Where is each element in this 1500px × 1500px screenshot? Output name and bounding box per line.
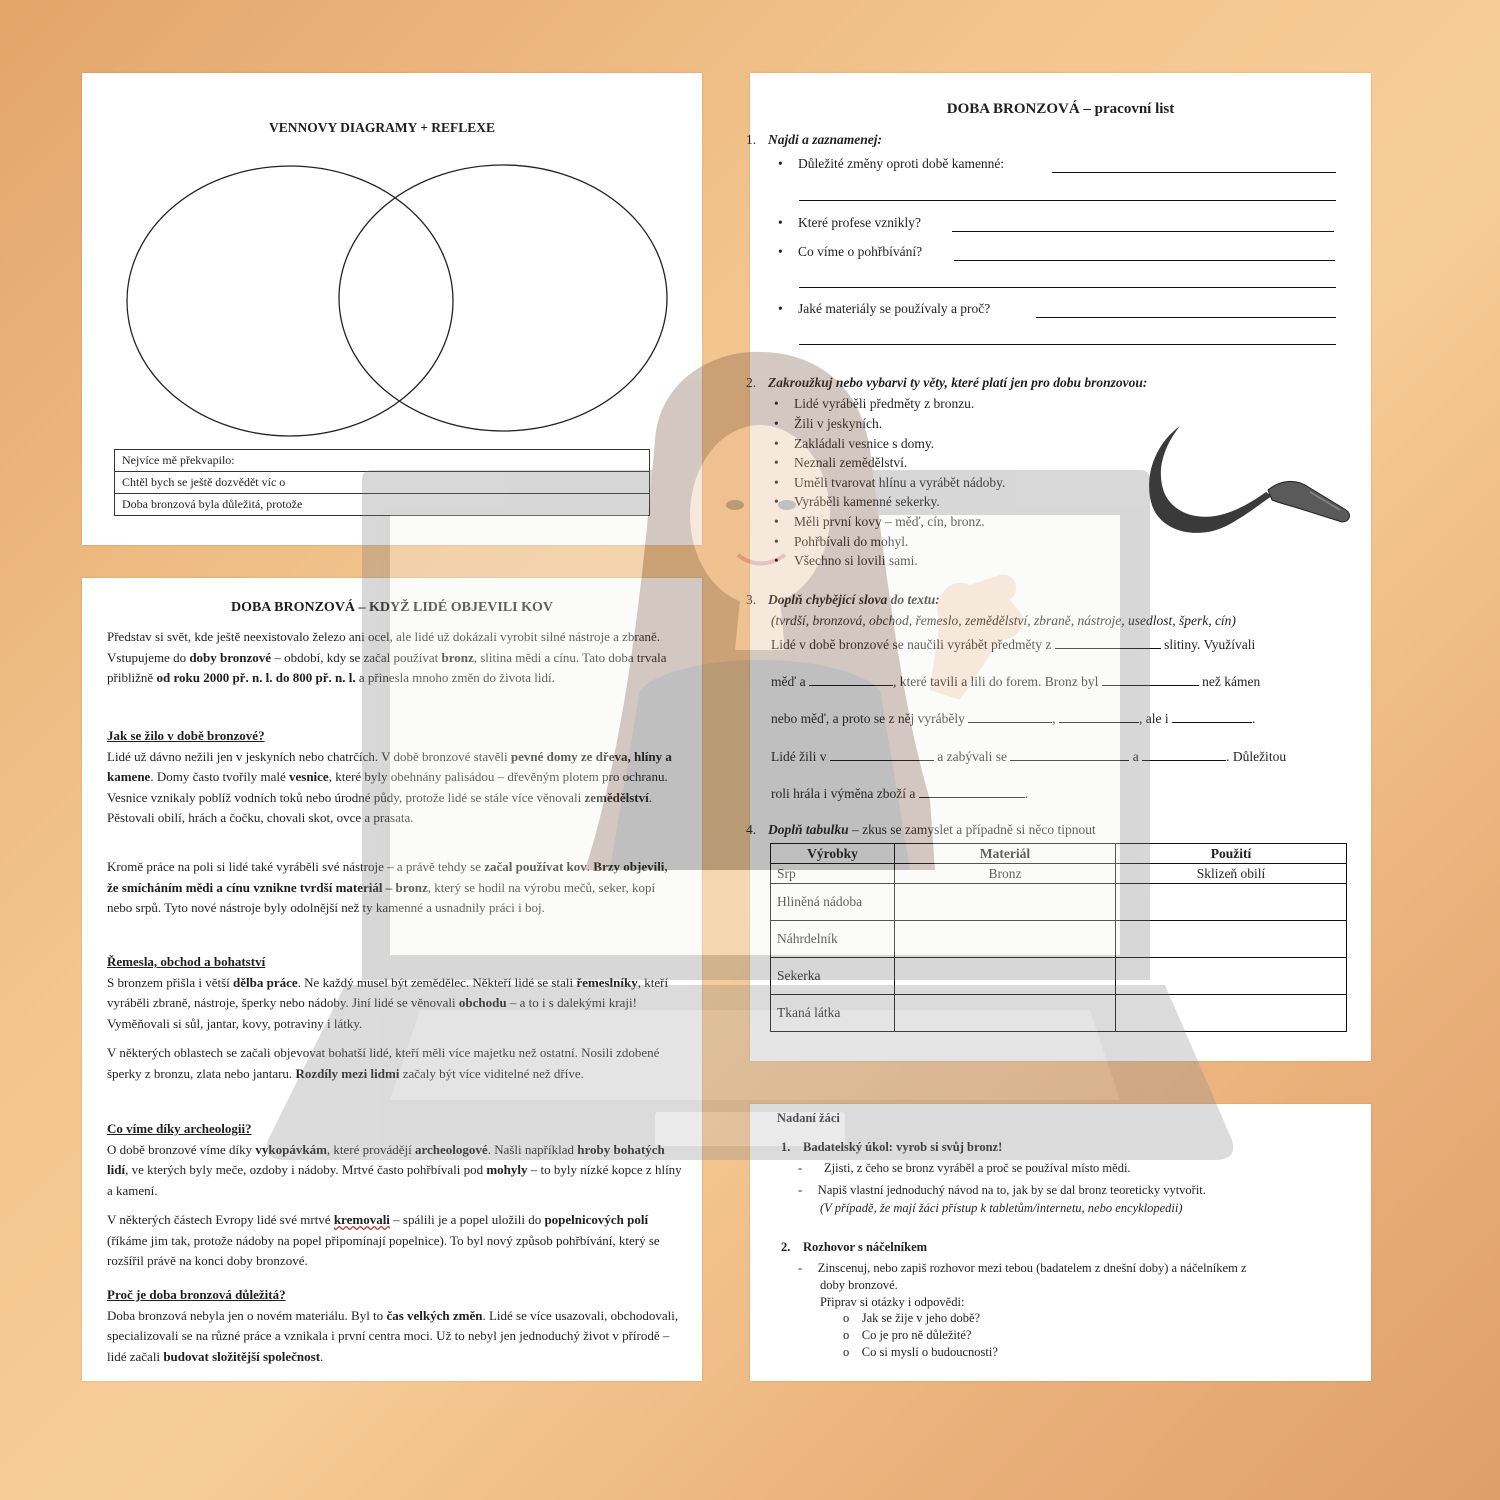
venn-sheet [82, 73, 702, 545]
table-cell-empty[interactable] [895, 958, 1116, 995]
q2-item-4[interactable]: • Neznali zemědělství. [794, 455, 907, 471]
cloze-line-2: měď a , které tavili a lili do forem. Bronz byl než kámen [771, 674, 1261, 689]
cloze-line-5: roli hrála i výměna zboží a . [771, 786, 1029, 801]
q2-item-7[interactable]: • Měli první kovy – měď, cín, bronz. [794, 514, 985, 530]
table-cell-empty[interactable] [1116, 921, 1347, 958]
task-2-question-1: o Jak se žije v jeho době? [843, 1311, 981, 1325]
q1-item-4: • Jaké materiály se používaly a proč? [798, 301, 990, 317]
col-header-products: Výrobky [771, 844, 895, 864]
task-1-title: 1. Badatelský úkol: vyrob si svůj bronz! [781, 1140, 1003, 1154]
section-archeology: Co víme díky archeologii? O době bronzové víme díky vykopávkám, které provádějí archeologové. Našli například hroby bohatých lidí, ve kterých byly meče, ozdoby i nádoby. Mrtvé často pohřbívali pod mohyly – to byly nízké kopce z hlíny a kamení. [107, 1121, 682, 1198]
blank[interactable] [968, 710, 1052, 723]
paragraph-wealth: V některých oblastech se začali objevovat bohatší lidé, kteří měli více majetku než ostatní. Nosili zdobené šperky z bronzu, zlata nebo jantaru. Rozdíly mezi lidmi začaly být více viditelné než dříve. [107, 1045, 660, 1081]
paragraph-metal: Kromě práce na poli si lidé také vyráběli své nástroje – a právě tehdy se začal používat kov. Brzy objevili, že smícháním mědi a cínu vznikne tvrdší materiál – bronz, který se hodil na výrobu mečů, seker, kopí nebo srpů. Tyto nové nástroje byly odolnější než ty kamenné a usnadnily práci i boj. [107, 859, 668, 916]
table-row: Sekerka [771, 958, 1347, 995]
question-1: 1. Najdi a zaznamenej: [746, 132, 883, 147]
table-cell-empty[interactable] [895, 995, 1116, 1032]
q2-item-9[interactable]: • Všechno si lovili sami. [794, 553, 918, 569]
sickle-illustration [1140, 422, 1355, 542]
table-row: Náhrdelník [771, 921, 1347, 958]
cloze-line-3: nebo měď, a proto se z něj vyráběly , , ale i . [771, 711, 1256, 726]
blank[interactable] [809, 673, 893, 686]
task-2-bullet-1: - Zinscenuj, nebo zapiš rozhovor mezi tebou (badatelem z dnešní doby) a náčelníkem z [798, 1261, 1247, 1275]
question-3: 3. Doplň chybějící slova do textu: [746, 592, 940, 607]
products-table [770, 843, 1347, 1032]
worksheet-sheet [746, 73, 1371, 1061]
section-crafts: Řemesla, obchod a bohatství S bronzem přišla i větší dělba práce. Ne každý musel být zemědělec. Někteří lidé se stali řemeslníky, kteří vyráběli zbraně, nástroje, šperky nebo nádoby. Jiní lidé se věnovali obchodu – a to i s dalekými kraji! Vyměňovali si sůl, jantar, kovy, potraviny i látky. [107, 952, 682, 1034]
q2-item-3[interactable]: • Zakládali vesnice s domy. [794, 436, 934, 452]
blank[interactable] [1172, 710, 1252, 723]
task-2-bullet-1-cont: doby bronzové. [820, 1278, 898, 1292]
table-cell-empty[interactable] [1116, 884, 1347, 921]
article-sheet [82, 578, 702, 1381]
task-2-question-2: o Co je pro ně důležité? [843, 1328, 972, 1342]
question-2: 2. Zakroužkuj nebo vybarvi ty věty, které platí jen pro dobu bronzovou: [746, 375, 1148, 390]
table-cell-empty[interactable] [895, 921, 1116, 958]
q2-item-6[interactable]: • Vyráběli kamenné sekerky. [794, 494, 940, 510]
q2-item-1[interactable]: • Lidé vyráběli předměty z bronzu. [794, 396, 974, 412]
venn-circle-right [339, 165, 667, 431]
venn-circle-left [127, 166, 453, 436]
paragraph-burial: V některých částech Evropy lidé své mrtvé kremovali – spálili je a popel uložili do popelnicových polí (říkáme jim tak, protože nádoby na popel připomínají popelnice). To byl nový způsob pohřbívání, který se rozšířil právě na konci doby bronzové. [107, 1212, 660, 1269]
col-header-usage: Použití [1116, 844, 1347, 864]
paragraph-intro: Představ si svět, kde ještě neexistovalo železo ani ocel, ale lidé už dokázali vyrobit silné nástroje a zbraně. Vstupujeme do doby bronzové – období, kdy se začal používat bronz, slitina mědi a cínu. Tato doba trvala přibližně od roku 2000 př. n. l. do 800 př. n. l. a přinesla mnoho změn do života lidí. [107, 629, 667, 686]
gifted-title: Nadaní žáci [777, 1111, 840, 1125]
blank[interactable] [1142, 748, 1226, 761]
answer-line[interactable] [1052, 172, 1336, 173]
heading-importance: Proč je doba bronzová důležitá? [107, 1287, 286, 1302]
task-1-bullet-2: - Napiš vlastní jednoduchý návod na to, jak by se dal bronz teoreticky vytvořit. [798, 1183, 1206, 1197]
blank[interactable] [1010, 748, 1129, 761]
q2-item-8[interactable]: • Pohřbívali do mohyl. [794, 534, 908, 550]
table-cell-empty[interactable] [895, 884, 1116, 921]
task-1-bullet-1: - Zjisti, z čeho se bronz vyráběl a proč se používal místo mědi. [798, 1161, 1131, 1175]
worksheet-title: DOBA BRONZOVÁ – pracovní list [946, 101, 1175, 117]
blank[interactable] [1055, 636, 1161, 649]
task-2-prep: Připrav si otázky i odpovědi: [820, 1295, 965, 1309]
article-title: DOBA BRONZOVÁ – KDYŽ LIDÉ OBJEVILI KOV [230, 600, 554, 615]
heading-archeology: Co víme díky archeologii? [107, 1121, 252, 1136]
question-4: 4. Doplň tabulku – zkus se zamyslet a případně si něco tipnout [746, 822, 1096, 837]
task-2-title: 2. Rozhovor s náčelníkem [781, 1240, 928, 1254]
col-header-material: Materiál [895, 844, 1116, 864]
q2-item-5[interactable]: • Uměli tvarovat hlínu a vyrábět nádoby. [794, 475, 1005, 491]
reflection-row-3[interactable]: Doba bronzová byla důležitá, protože [115, 494, 650, 516]
venn-diagram [82, 73, 702, 445]
table-row: Tkaná látka [771, 995, 1347, 1032]
section-importance: Proč je doba bronzová důležitá? Doba bronzová nebyla jen o novém materiálu. Byl to čas velkých změn. Lidé se více usazovali, obchodovali, specializovali se na různé práce a vznikala i první centra moci. Už to nebyl jen jednoduchý život v přírodě – lidé začali budovat složitější společnost. [107, 1285, 682, 1367]
blank[interactable] [919, 785, 1025, 798]
gifted-sheet [750, 1104, 1371, 1381]
table-row: Hliněná nádoba [771, 884, 1347, 921]
q1-item-1: • Důležité změny oproti době kamenné: [798, 156, 1004, 172]
q1-item-3: • Co víme o pohřbívání? [798, 244, 922, 260]
q1-item-2: • Které profese vznikly? [798, 215, 921, 231]
task-2-question-3: o Co si myslí o budoucnosti? [843, 1345, 998, 1359]
reflection-row-1[interactable]: Nejvíce mě překvapilo: [115, 450, 650, 472]
blank[interactable] [1059, 710, 1139, 723]
blank[interactable] [830, 748, 934, 761]
answer-line[interactable] [954, 260, 1335, 261]
q3-word-bank: (tvrdší, bronzová, obchod, řemeslo, zemědělství, zbraně, nástroje, usedlost, šperk, cín) [771, 613, 1236, 628]
table-row: Srp Bronz Sklizeň obilí [771, 864, 1347, 884]
task-1-note: (V případě, že mají žáci přístup k tabletům/internetu, nebo encyklopedii) [820, 1201, 1183, 1215]
answer-line[interactable] [1036, 317, 1336, 318]
blank[interactable] [1102, 673, 1199, 686]
table-cell-empty[interactable] [1116, 958, 1347, 995]
answer-line[interactable] [952, 231, 1334, 232]
reflection-row-2[interactable]: Chtěl bych se ještě dozvědět víc o [115, 472, 650, 494]
answer-line[interactable] [799, 200, 1336, 201]
answer-line[interactable] [799, 287, 1336, 288]
cloze-line-4: Lidé žili v a zabývali se a . Důležitou [771, 749, 1287, 764]
heading-crafts: Řemesla, obchod a bohatství [107, 954, 266, 969]
reflection-table [114, 449, 650, 516]
q2-item-2[interactable]: • Žili v jeskyních. [794, 416, 882, 432]
answer-line[interactable] [799, 344, 1336, 345]
venn-title: VENNOVY DIAGRAMY + REFLEXE [268, 120, 496, 135]
table-cell-empty[interactable] [1116, 995, 1347, 1032]
cloze-line-1: Lidé v době bronzové se naučili vyrábět předměty z slitiny. Využívali [771, 637, 1256, 652]
section-living: Jak se žilo v době bronzové? Lidé už dávno nežili jen v jeskyních nebo chatrčích. V době bronzové stavěli pevné domy ze dřeva, hlíny a kamene. Domy často tvořily malé vesnice, které byly obehnány palisádou – dřevěným plotem pro ochranu. Vesnice vznikaly poblíž vodních toků nebo úrodné půdy, protože lidé se stále více věnovali zemědělství. Pěstovali obilí, hrách a čočku, chovali skot, ovce a prasata. [107, 726, 682, 829]
heading-living: Jak se žilo v době bronzové? [107, 728, 265, 743]
